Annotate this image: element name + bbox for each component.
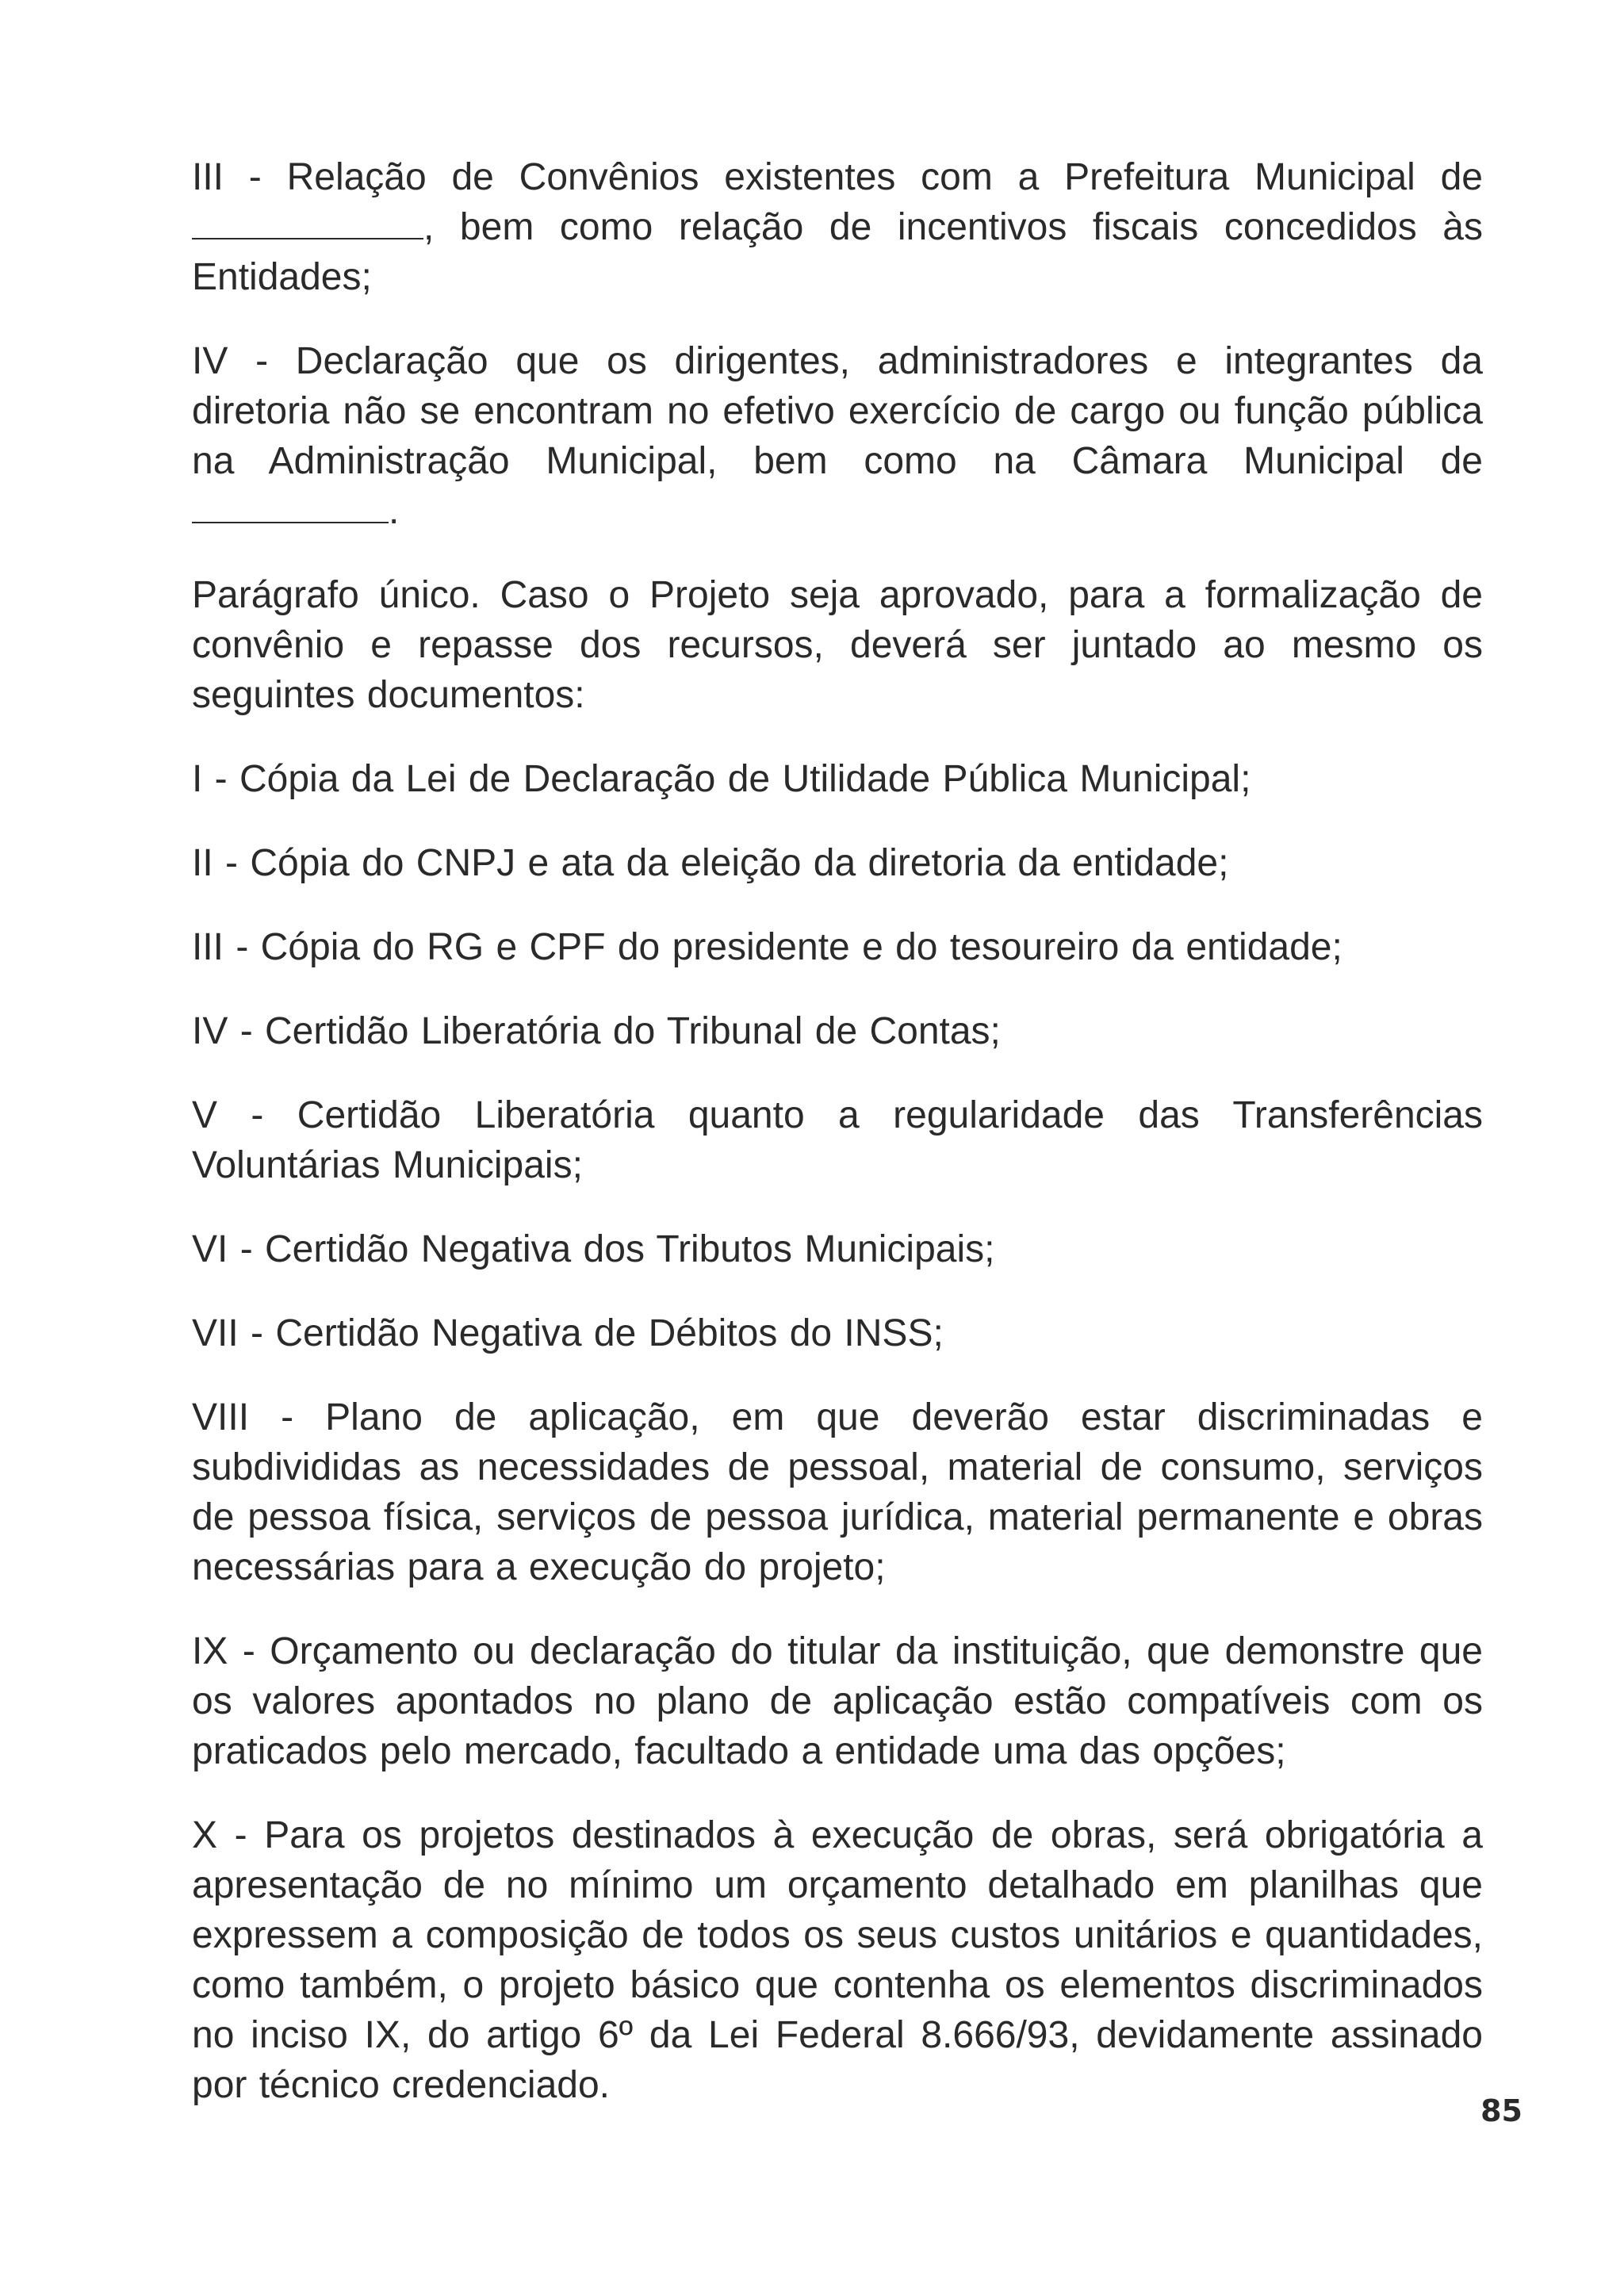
list-item-viii: VIII - Plano de aplicação, em que deverão estar discriminadas e subdivididas as necessidades de pessoal, material de consumo, serviços de pessoa física, serviços de pessoa jurídica, material permanente e obras necessárias para a execução do projeto; <box>192 1396 1483 1588</box>
body-text <box>192 152 1483 2144</box>
fill-in-blank <box>192 206 423 239</box>
paragraph-text: IV - Declaração que os dirigentes, administradores e integrantes da diretoria não se encontram no efetivo exercício de cargo ou função pública na Administração Municipal, bem como na Câmara Municipal de <box>192 340 1483 482</box>
list-item-iv: IV - Certidão Liberatória do Tribunal de Contas; <box>192 1010 1001 1052</box>
list-item-vii: VII - Certidão Negativa de Débitos do INSS; <box>192 1312 944 1354</box>
list-item-i: I - Cópia da Lei de Declaração de Utilidade Pública Municipal; <box>192 758 1251 800</box>
paragraph-item-iv-declaracao <box>192 336 1483 536</box>
list-item-x: X - Para os projetos destinados à execução de obras, será obrigatória a apresentação de no mínimo um orçamento detalhado em planilhas que expressem a composição de todos os seus custos unitários e quantidades, como também, o projeto básico que contenha os elementos discriminados no inciso IX, do artigo 6º da Lei Federal 8.666/93, devidamente assinado por técnico credenciado. <box>192 1814 1483 2106</box>
paragraph-unico: Parágrafo único. Caso o Projeto seja aprovado, para a formalização de convênio e repasse dos recursos, deverá ser juntado ao mesmo os seguintes documentos: <box>192 574 1483 716</box>
paragraph-item-iii-convenios <box>192 152 1483 302</box>
page-number: 85 <box>1480 2093 1522 2128</box>
paragraph-text: , bem como relação de incentivos fiscais concedidos às Entidades; <box>192 206 1483 298</box>
paragraph-text: . <box>389 490 400 532</box>
paragraph-text: III - Relação de Convênios existentes com a Prefeitura Municipal de <box>192 156 1483 198</box>
fill-in-blank <box>192 490 389 523</box>
list-item-vi: VI - Certidão Negativa dos Tributos Municipais; <box>192 1228 995 1270</box>
list-item-ii: II - Cópia do CNPJ e ata da eleição da diretoria da entidade; <box>192 842 1229 884</box>
list-item-iii: III - Cópia do RG e CPF do presidente e do tesoureiro da entidade; <box>192 926 1342 968</box>
list-item-ix: IX - Orçamento ou declaração do titular da instituição, que demonstre que os valores apontados no plano de aplicação estão compatíveis com os praticados pelo mercado, facultado a entidade uma das opções; <box>192 1630 1483 1772</box>
list-item-v: V - Certidão Liberatória quanto a regularidade das Transferências Voluntárias Municipais; <box>192 1094 1483 1186</box>
